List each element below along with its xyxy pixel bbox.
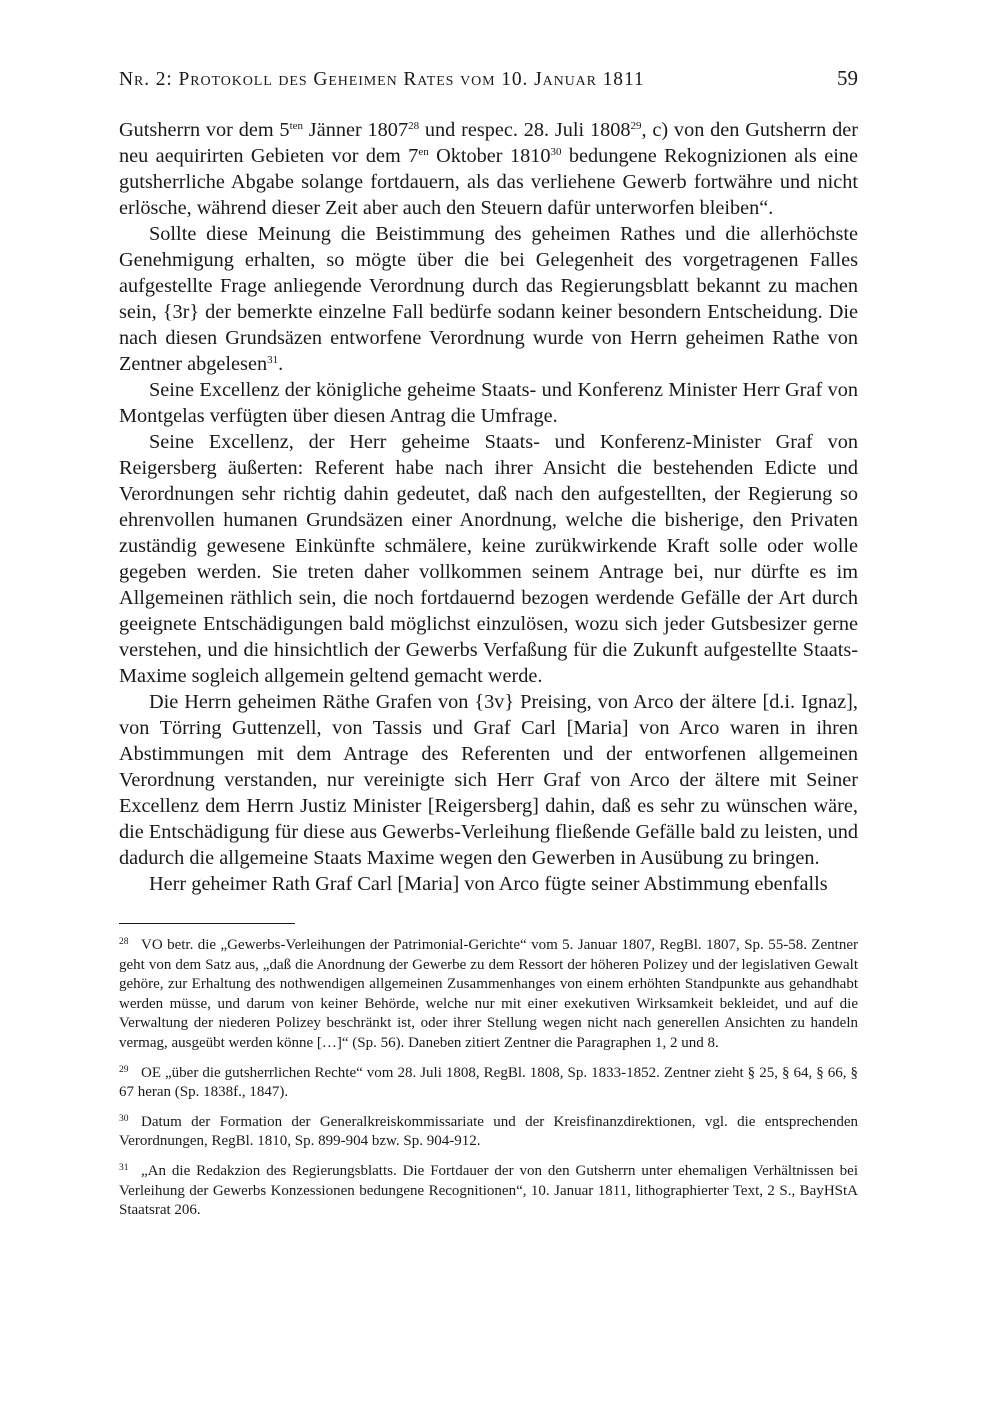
footnote-28 — [119, 933, 858, 1054]
footnote-marker: 28 — [119, 937, 129, 947]
footnote-ref-28: 28 — [408, 120, 420, 132]
text-run: , c) von den Gutsherrn der neu aequirirten Gebieten vor dem 7 — [119, 119, 858, 167]
footnote-text: VO betr. die „Gewerbs-Verleihungen der Patrimonial-Gerichte“ vom 5. Januar 1807, RegBl. 1807, Sp. 55-58. Zentner geht von dem Satz aus, „daß die Anordnung der Gewerbe zu dem Ressort der höheren Polizey und der legislativen Gewalt gehöre, zur Erhaltung des nothwendigen allgemeinen Zusammenhanges von einem erhöhten Standpunkte aus gehandhabt werden müsse, und darum von keiner Behörde, welche nur mit einer exekutiven Wirksamkeit bekleidet, und auf die Verwaltung der niederen Polizey beschränkt ist, oder ihrer Stellung wegen nicht nach generellen Ansichten zu handeln vermag, ausgeübt werden könne […]“ (Sp. 56). Daneben zitiert Zentner die Paragraphen 1, 2 und 8. — [119, 937, 858, 1051]
text-run: bedungene Rekognizionen als eine gutsherrliche Abgabe solange fortdauern, als das verliehene Gewerb fortwähre und nicht erlösche, während dieser Zeit aber auch den Steuern dafür unterworfen bleiben“. — [119, 145, 858, 219]
footnote-marker: 30 — [119, 1113, 129, 1124]
page-number: 59 — [837, 66, 858, 90]
paragraph-5: Die Herrn geheimen Räthe Grafen von {3v} Preising, von Arco der ältere [d.i. Ignaz], von Törring Guttenzell, von Tassis und Graf Carl [Maria] von Arco waren in ihren Abstimmungen mit dem Antrage des Referenten und der entworfenen allgemeinen Verordnung verstanden, nur vereinigte sich Herr Graf von Arco der ältere mit Seiner Excellenz dem Herrn Justiz Minister [Reigersberg] dahin, daß es sehr zu wünschen wäre, die Entschädigung für diese aus Gewerbs-Verleihung fließende Gefälle bald zu leisten, und dadurch die allgemeine Staats Maxime wegen den Gewerben in Ausübung zu bringen. — [119, 691, 858, 869]
superscript: en — [418, 146, 429, 158]
text-run: Gutsherrn vor dem 5 — [119, 119, 290, 141]
footnote-31 — [119, 1159, 858, 1221]
superscript: ten — [289, 120, 304, 132]
footnotes — [119, 933, 858, 1228]
footnote-ref-31: 31 — [267, 354, 279, 366]
running-title: Nr. 2: Protokoll des Geheimen Rates vom 10. Januar 1811 — [119, 69, 645, 90]
text-run: Jänner 1807 — [303, 119, 409, 141]
text-run: . — [278, 353, 284, 375]
paragraph-2 — [119, 221, 858, 377]
running-header — [119, 66, 858, 91]
footnote-marker: 29 — [119, 1064, 129, 1075]
footnote-30 — [119, 1110, 858, 1152]
footnote-ref-29: 29 — [630, 120, 642, 132]
main-text — [119, 117, 858, 897]
footnote-ref-30: 30 — [550, 146, 562, 158]
paragraph-1 — [119, 117, 858, 221]
text-run: und respec. 28. Juli 1808 — [419, 119, 631, 141]
text-run: Oktober 1810 — [428, 145, 551, 167]
footnote-marker: 31 — [119, 1162, 129, 1173]
text-run: Sollte diese Meinung die Beistimmung des geheimen Rathes und die allerhöchste Genehmigung erhalten, so mögte über die bei Gelegenheit des vorgetragenen Falles aufgestellte Frage anliegende Verordnung durch das Regierungsblatt bekannt zu machen sein, {3r} der bemerkte einzelne Fall bedürfe sodann keiner besondern Entscheidung. Die nach diesen Grundsäzen entworfene Verordnung wurde von Herrn geheimen Rathe von Zentner abgelesen — [119, 223, 858, 375]
paragraph-3: Seine Excellenz der königliche geheime Staats- und Konferenz Minister Herr Graf von Montgelas verfügten über diesen Antrag die Umfrage. — [119, 379, 858, 427]
footnote-29 — [119, 1061, 858, 1103]
footnote-text: Datum der Formation der Generalkreiskommissariate und der Kreisfinanzdirektionen, vgl. die entsprechenden Verordnungen, RegBl. 1810, Sp. 899-904 bzw. Sp. 904-912. — [119, 1113, 858, 1150]
paragraph-6: Herr geheimer Rath Graf Carl [Maria] von Arco fügte seiner Abstimmung ebenfalls — [149, 873, 828, 895]
paragraph-4: Seine Excellenz, der Herr geheime Staats- und Konferenz-Minister Graf von Reigersberg äußerten: Referent habe nach ihrer Ansicht die bestehenden Edicte und Verordnungen sehr richtig dahin gedeutet, daß nach den aufgestellten, der Regierung so ehrenvollen humanen Grundsäzen einer Anordnung, welche die bisherige, den Privaten zuständig gewesene Einkünfte schmälere, keine zurükwirkende Kraft solle oder wolle gegeben werden. Sie treten daher vollkommen seinem Antrage bei, nur dürfte es im Allgemeinen räthlich sein, die noch fortdauernd bezogen werdende Gefälle der Art durch geeignete Entschädigungen bald möglichst einzulösen, wozu sich jeder Gutsbesizer gerne verstehen, und die hinsichtlich der Gewerbs Verfaßung für die Zukunft aufgestellte Staats-Maxime sogleich allgemein geltend gemacht werde. — [119, 431, 858, 687]
footnote-text: „An die Redakzion des Regierungsblatts. Die Fortdauer der von den Gutsherrn unter ehemaligen Verhältnissen bei Verleihung der Gewerbs Konzessionen bedungene Recognitionen“, 10. Januar 1811, lithographierter Text, 2 S., BayHStA Staatsrat 206. — [119, 1162, 858, 1219]
footnote-text: OE „über die gutsherrlichen Rechte“ vom 28. Juli 1808, RegBl. 1808, Sp. 1833-1852. Zentner zieht § 25, § 64, § 66, § 67 heran (Sp. 1838f., 1847). — [119, 1064, 858, 1101]
footnote-separator — [119, 923, 295, 924]
